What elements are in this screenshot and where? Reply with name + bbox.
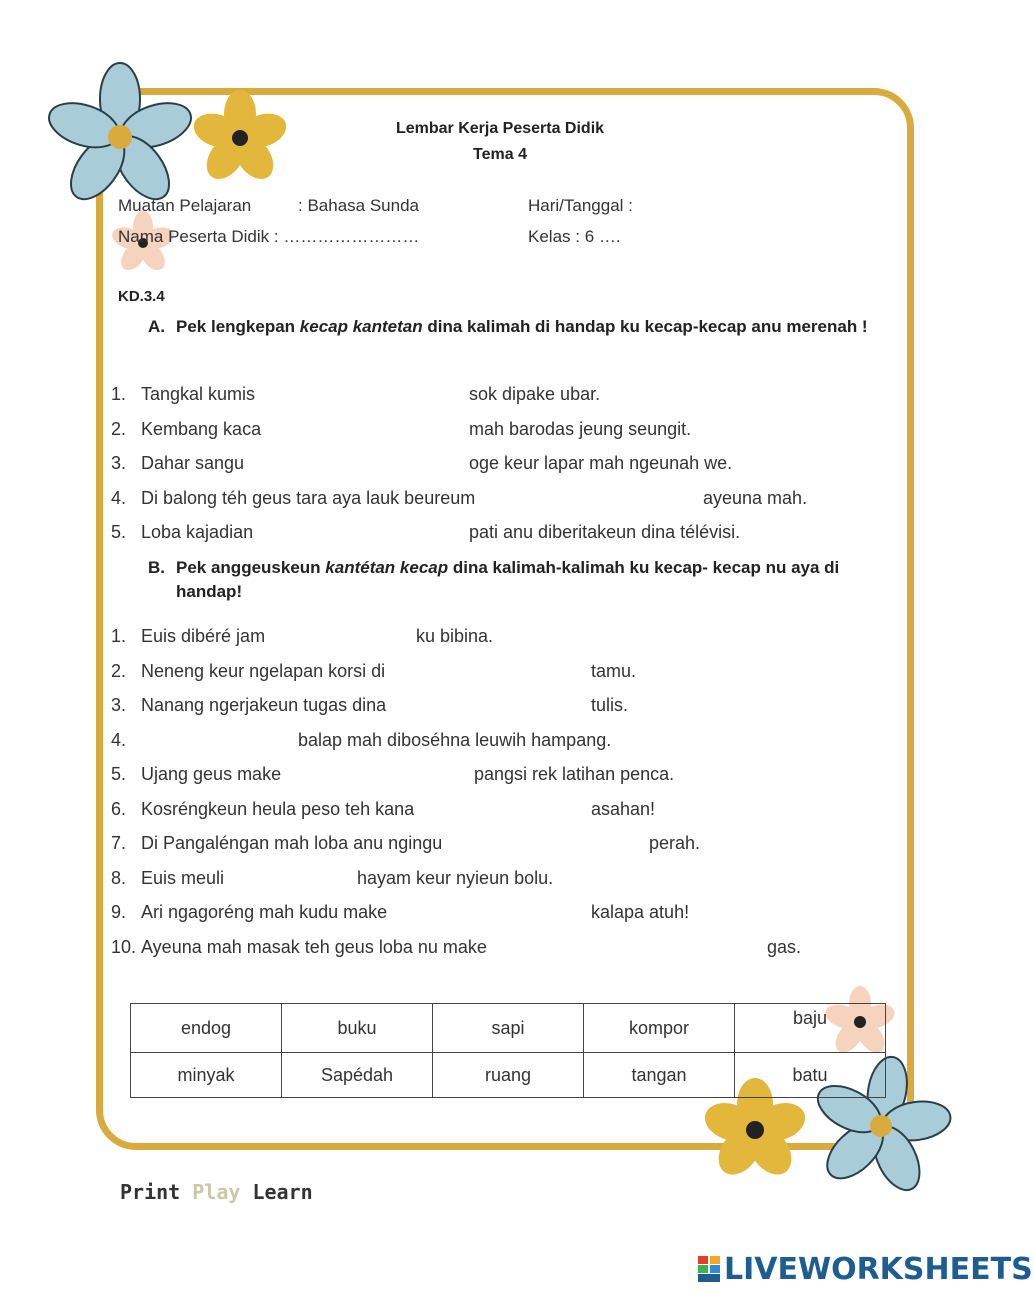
section_b-item-2 — [111, 661, 901, 687]
item-text-after: pati anu diberitakeun dina télévisi. — [469, 522, 741, 542]
item-number: 5. — [111, 522, 127, 542]
page-title: Lembar Kerja Peserta Didik — [395, 120, 605, 137]
word-bank-row — [131, 1053, 886, 1098]
kd-code: KD.3.4 — [118, 288, 165, 305]
item-number: 4. — [111, 729, 127, 750]
word-bank-cell: sapi — [433, 1004, 584, 1053]
section_b-item-9 — [111, 902, 901, 928]
item-number: 3. — [111, 453, 127, 473]
section-a-letter: A. — [148, 317, 165, 336]
word-bank-row — [131, 1004, 886, 1053]
yellow-flower-icon — [190, 88, 290, 188]
item-text-after: hayam keur nyieun bolu. — [357, 867, 554, 888]
item-number: 1. — [111, 384, 127, 404]
item-text-after: ku bibina. — [416, 626, 494, 646]
section_b-item-5 — [111, 764, 901, 790]
item-number: 6. — [111, 798, 127, 819]
subject-label: Muatan Pelajaran — [118, 196, 252, 215]
section-a-instruction: A. Pek lengkepan kecap kantetan dina kalimah di handap ku kecap-kecap anu merenah ! — [148, 315, 888, 365]
item-text-before: Neneng keur ngelapan korsi di — [141, 660, 386, 681]
item-number: 4. — [111, 487, 127, 508]
word-bank-cell: batu — [735, 1053, 886, 1098]
section_a-item-3 — [111, 453, 901, 479]
item-number: 10. — [111, 936, 137, 957]
word-bank-cell: buku — [282, 1004, 433, 1053]
section_b-item-7 — [111, 833, 901, 859]
student-name-label: Nama Peserta Didik : …………………… — [118, 227, 420, 246]
item-text-after: mah barodas jeung seungit. — [469, 418, 692, 439]
section_a-item-4 — [111, 488, 901, 514]
item-text-after: sok dipake ubar. — [469, 384, 601, 404]
item-text-after: gas. — [767, 936, 802, 957]
item-text-after: pangsi rek latihan penca. — [474, 764, 675, 784]
section_a-item-2 — [111, 419, 901, 445]
item-number: 9. — [111, 902, 127, 922]
section_b-item-10 — [111, 937, 901, 963]
item-text-before: Euis dibéré jam — [141, 626, 266, 646]
item-text-before: Dahar sangu — [141, 453, 245, 473]
item-text-before: Loba kajadian — [141, 522, 254, 542]
word-bank-cell: ruang — [433, 1053, 584, 1098]
liveworksheets-icon — [698, 1256, 720, 1282]
word-bank-cell: minyak — [131, 1053, 282, 1098]
word-bank-table — [130, 1003, 886, 1098]
item-text-after: asahan! — [591, 798, 656, 819]
section_a-item-1 — [111, 384, 901, 410]
item-text-after: tamu. — [591, 660, 637, 681]
item-text-after: ayeuna mah. — [703, 487, 808, 508]
word-bank-cell: kompor — [584, 1004, 735, 1053]
section_b-item-1 — [111, 626, 901, 652]
item-text-before: Kembang kaca — [141, 418, 262, 439]
word-bank-cell: tangan — [584, 1053, 735, 1098]
item-text-before: Kosréngkeun heula peso teh kana — [141, 798, 415, 819]
item-text-before: Ari ngagoréng mah kudu make — [141, 902, 388, 922]
liveworksheets-text: LIVEWORKSHEETS — [724, 1252, 1033, 1287]
section_b-item-6 — [111, 799, 901, 825]
item-text-before: Tangkal kumis — [141, 384, 256, 404]
item-text-before: Ayeuna mah masak teh geus loba nu make — [141, 936, 487, 957]
item-text-before: Ujang geus make — [141, 764, 282, 784]
print-play-learn-logo: Print Play Learn — [120, 1180, 313, 1204]
item-text-after: balap mah diboséhna leuwih hampang. — [298, 729, 612, 750]
blue-flower-icon — [45, 62, 195, 212]
section_b-item-4 — [111, 730, 901, 756]
item-text-after: oge keur lapar mah ngeunah we. — [469, 453, 733, 473]
word-bank-cell: endog — [131, 1004, 282, 1053]
item-number: 5. — [111, 764, 127, 784]
item-text-before: Di Pangaléngan mah loba anu ngingu — [141, 833, 443, 853]
item-text-after: perah. — [649, 833, 701, 853]
item-text-before: Di balong téh geus tara aya lauk beureum — [141, 487, 476, 508]
item-text-before: Euis meuli — [141, 867, 225, 888]
class-label: Kelas : 6 …. — [528, 227, 621, 246]
item-text-before: Nanang ngerjakeun tugas dina — [141, 695, 387, 715]
item-text-after: tulis. — [591, 695, 629, 715]
date-label: Hari/Tanggal : — [528, 196, 633, 215]
section_b-item-3 — [111, 695, 901, 721]
section-b-letter: B. — [148, 558, 165, 577]
section_b-item-8 — [111, 868, 901, 894]
item-number: 8. — [111, 867, 127, 888]
word-bank-cell: Sapédah — [282, 1053, 433, 1098]
page-subtitle: Tema 4 — [473, 146, 527, 163]
item-number: 7. — [111, 833, 127, 853]
item-number: 1. — [111, 626, 127, 646]
section-b-instruction: B. Pek anggeuskeun kantétan kecap dina kalimah-kalimah ku kecap- kecap nu aya di handap! — [148, 558, 840, 601]
item-number: 3. — [111, 695, 127, 715]
word-bank-cell: baju — [735, 1004, 886, 1053]
item-number: 2. — [111, 418, 127, 439]
item-number: 2. — [111, 660, 127, 681]
item-text-after: kalapa atuh! — [591, 902, 690, 922]
subject-value: : Bahasa Sunda — [298, 196, 419, 215]
page-frame — [96, 88, 914, 1150]
section_a-item-5 — [111, 522, 901, 548]
liveworksheets-logo[interactable] — [698, 1252, 1033, 1287]
